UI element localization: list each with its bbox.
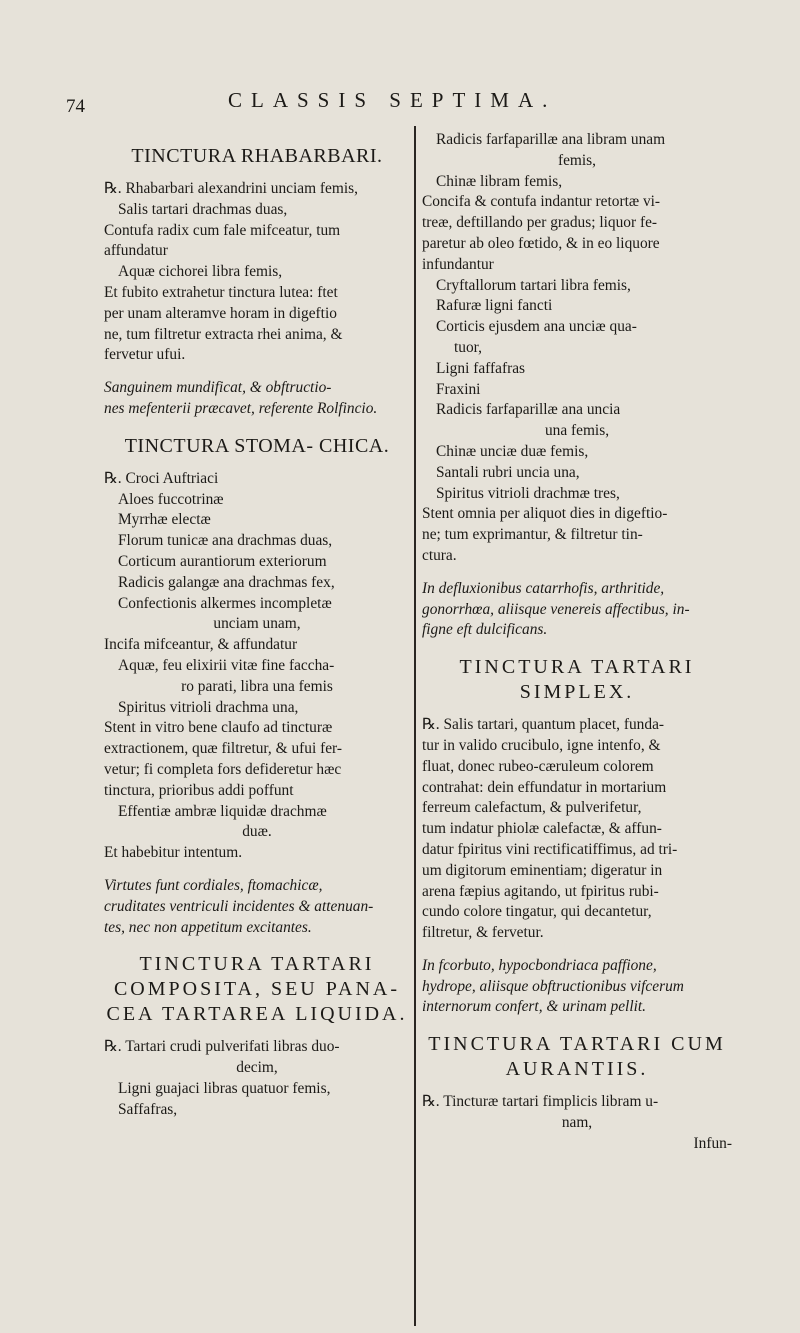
running-title: CLASSIS SEPTIMA.: [228, 88, 557, 112]
text-line: Corticum aurantiorum exteriorum: [118, 552, 327, 570]
page-number: 74: [66, 96, 85, 117]
text-line: Confectionis alkermes incompletæ: [118, 594, 332, 612]
text-line: ctura.: [422, 546, 457, 564]
text-line: ℞. Tartari crudi pulverifati libras duo-: [104, 1038, 340, 1056]
italic-note-line: Sanguinem mundificat, & obftructio-: [104, 379, 332, 397]
spacer: [104, 366, 410, 378]
right-column: [422, 130, 732, 1155]
text-line: Salis tartari drachmas duas,: [118, 200, 288, 218]
section-heading: TINCTURA TARTARI SIMPLEX.: [459, 656, 695, 704]
text-line: ro parati, libra una femis: [181, 677, 333, 695]
text-line: Santali rubri uncia una,: [436, 463, 580, 481]
text-line: Chinæ unciæ duæ femis,: [436, 442, 589, 460]
text-line: ne; tum exprimantur, & filtretur tin-: [422, 526, 643, 544]
text-line: Radicis farfaparillæ ana libram unam: [436, 131, 666, 148]
italic-note-line: figne eft dulcificans.: [422, 621, 548, 639]
text-line: ferreum calefactum, & pulverifetur,: [422, 799, 642, 817]
left-column: [104, 130, 410, 1120]
spacer: [422, 944, 732, 956]
text-line: ℞. Tincturæ tartari fimplicis libram u-: [422, 1093, 659, 1111]
text-line: Fraxini: [436, 380, 481, 398]
text-line: vetur; fi completa fors defideretur hæc: [104, 760, 342, 778]
text-line: Aquæ, feu elixirii vitæ fine faccha-: [118, 656, 335, 674]
italic-note-line: internorum confert, & urinam pellit.: [422, 998, 647, 1016]
italic-note-line: nes mefenterii præcavet, referente Rolfincio.: [104, 399, 378, 417]
text-line: Stent omnia per aliquot dies in digeftio-: [422, 505, 668, 523]
text-line: tur in valido crucibulo, igne intenfo, &: [422, 736, 661, 754]
text-line: una femis,: [544, 422, 610, 440]
text-line: Incifa mifceantur, & affundatur: [104, 636, 298, 654]
text-line: treæ, deftillando per gradus; liquor fe-: [422, 214, 658, 232]
text-line: infundantur: [422, 255, 494, 273]
italic-note-line: hydrope, aliisque obftructionibus vifcerum: [422, 977, 684, 995]
text-line: Effentiæ ambræ liquidæ drachmæ: [118, 802, 327, 820]
text-line: ne, tum filtretur extracta rhei anima, &: [104, 325, 343, 343]
text-line: Spiritus vitrioli drachmæ tres,: [436, 484, 620, 502]
spacer: [104, 864, 410, 876]
text-line: datur fpiritus vini rectificatiffimus, ad tri-: [422, 840, 678, 858]
text-line: Florum tunicæ ana drachmas duas,: [118, 532, 333, 550]
text-line: femis,: [557, 151, 597, 169]
text-line: Spiritus vitrioli drachma una,: [118, 698, 299, 716]
text-line: extractionem, quæ filtretur, & ufui fer-: [104, 740, 342, 758]
page-header: [0, 86, 800, 116]
text-line: ℞. Salis tartari, quantum placet, funda-: [422, 716, 665, 734]
text-line: tuor,: [454, 338, 483, 356]
text-line: fervetur ufui.: [104, 346, 186, 364]
section-heading: TINCTURA RHABARBARI.: [131, 145, 383, 167]
text-line: duæ.: [242, 823, 272, 841]
text-line: Contufa radix cum fale mifceatur, tum: [104, 221, 341, 239]
text-line: filtretur, & fervetur.: [422, 924, 544, 942]
text-line: Myrrhæ electæ: [118, 511, 211, 529]
spacer: [422, 567, 732, 579]
text-line: fluat, donec rubeo-cæruleum colorem: [422, 757, 654, 775]
text-line: Ligni guajaci libras quatuor femis,: [118, 1079, 331, 1097]
column-divider: [414, 126, 416, 1326]
text-line: decim,: [236, 1059, 278, 1077]
section-heading: TINCTURA STOMA- CHICA.: [124, 434, 390, 457]
italic-note-line: In fcorbuto, hypocbondriaca paffione,: [422, 956, 657, 974]
text-line: Et fubito extrahetur tinctura lutea: ftet: [104, 283, 338, 301]
italic-note-line: tes, nec non appetitum excitantes.: [104, 918, 312, 936]
text-line: Aloes fuccotrinæ: [118, 490, 224, 508]
text-line: Infun-: [693, 1134, 732, 1152]
italic-note-line: gonorrhœa, aliisque venereis affectibus, in-: [422, 600, 690, 618]
section-heading: TINCTURA TARTARI COMPOSITA, SEU PANA- CEA TARTAREA LIQUIDA.: [106, 953, 408, 1026]
text-line: unciam unam,: [213, 615, 301, 633]
text-line: affundatur: [104, 242, 168, 260]
text-line: tum indatur phiolæ calefactæ, & affun-: [422, 820, 662, 838]
text-line: Radicis farfaparillæ ana uncia: [436, 401, 621, 419]
text-line: Chinæ libram femis,: [436, 172, 563, 190]
text-line: Ligni faffafras: [436, 359, 526, 377]
text-line: Aquæ cichorei libra femis,: [118, 263, 283, 281]
text-line: paretur ab oleo fœtido, & in eo liquore: [422, 234, 660, 252]
text-line: arena fæpius agitando, ut fpiritus rubi-: [422, 882, 659, 900]
text-line: tinctura, prioribus addi poffunt: [104, 781, 294, 799]
section-heading: TINCTURA TARTARI CUM AURANTIIS.: [428, 1033, 726, 1081]
text-line: per unam alteramve horam in digeftio: [104, 304, 337, 322]
text-line: ℞. Croci Auftriaci: [104, 469, 219, 487]
italic-note-line: cruditates ventriculi incidentes & attenuan-: [104, 897, 374, 915]
italic-note-line: Virtutes funt cordiales, ftomachicæ,: [104, 876, 323, 894]
text-line: Corticis ejusdem ana unciæ qua-: [436, 318, 637, 336]
text-line: nam,: [561, 1114, 593, 1132]
text-line: Stent in vitro bene claufo ad tincturæ: [104, 719, 333, 737]
text-line: Radicis galangæ ana drachmas fex,: [118, 573, 335, 591]
italic-note-line: In defluxionibus catarrhofis, arthritide,: [422, 579, 665, 597]
text-line: Et habebitur intentum.: [104, 844, 243, 862]
text-line: Concifa & contufa indantur retortæ vi-: [422, 193, 661, 211]
text-line: contrahat: dein effundatur in mortarium: [422, 778, 667, 796]
text-line: Saffafras,: [118, 1100, 178, 1118]
text-line: um digitorum eminentiam; digeratur in: [422, 861, 663, 879]
text-line: cundo colore tingatur, qui decantetur,: [422, 903, 652, 921]
text-line: Rafuræ ligni fancti: [436, 297, 553, 315]
text-line: ℞. Rhabarbari alexandrini unciam femis,: [104, 180, 358, 197]
text-line: Cryftallorum tartari libra femis,: [436, 276, 631, 294]
